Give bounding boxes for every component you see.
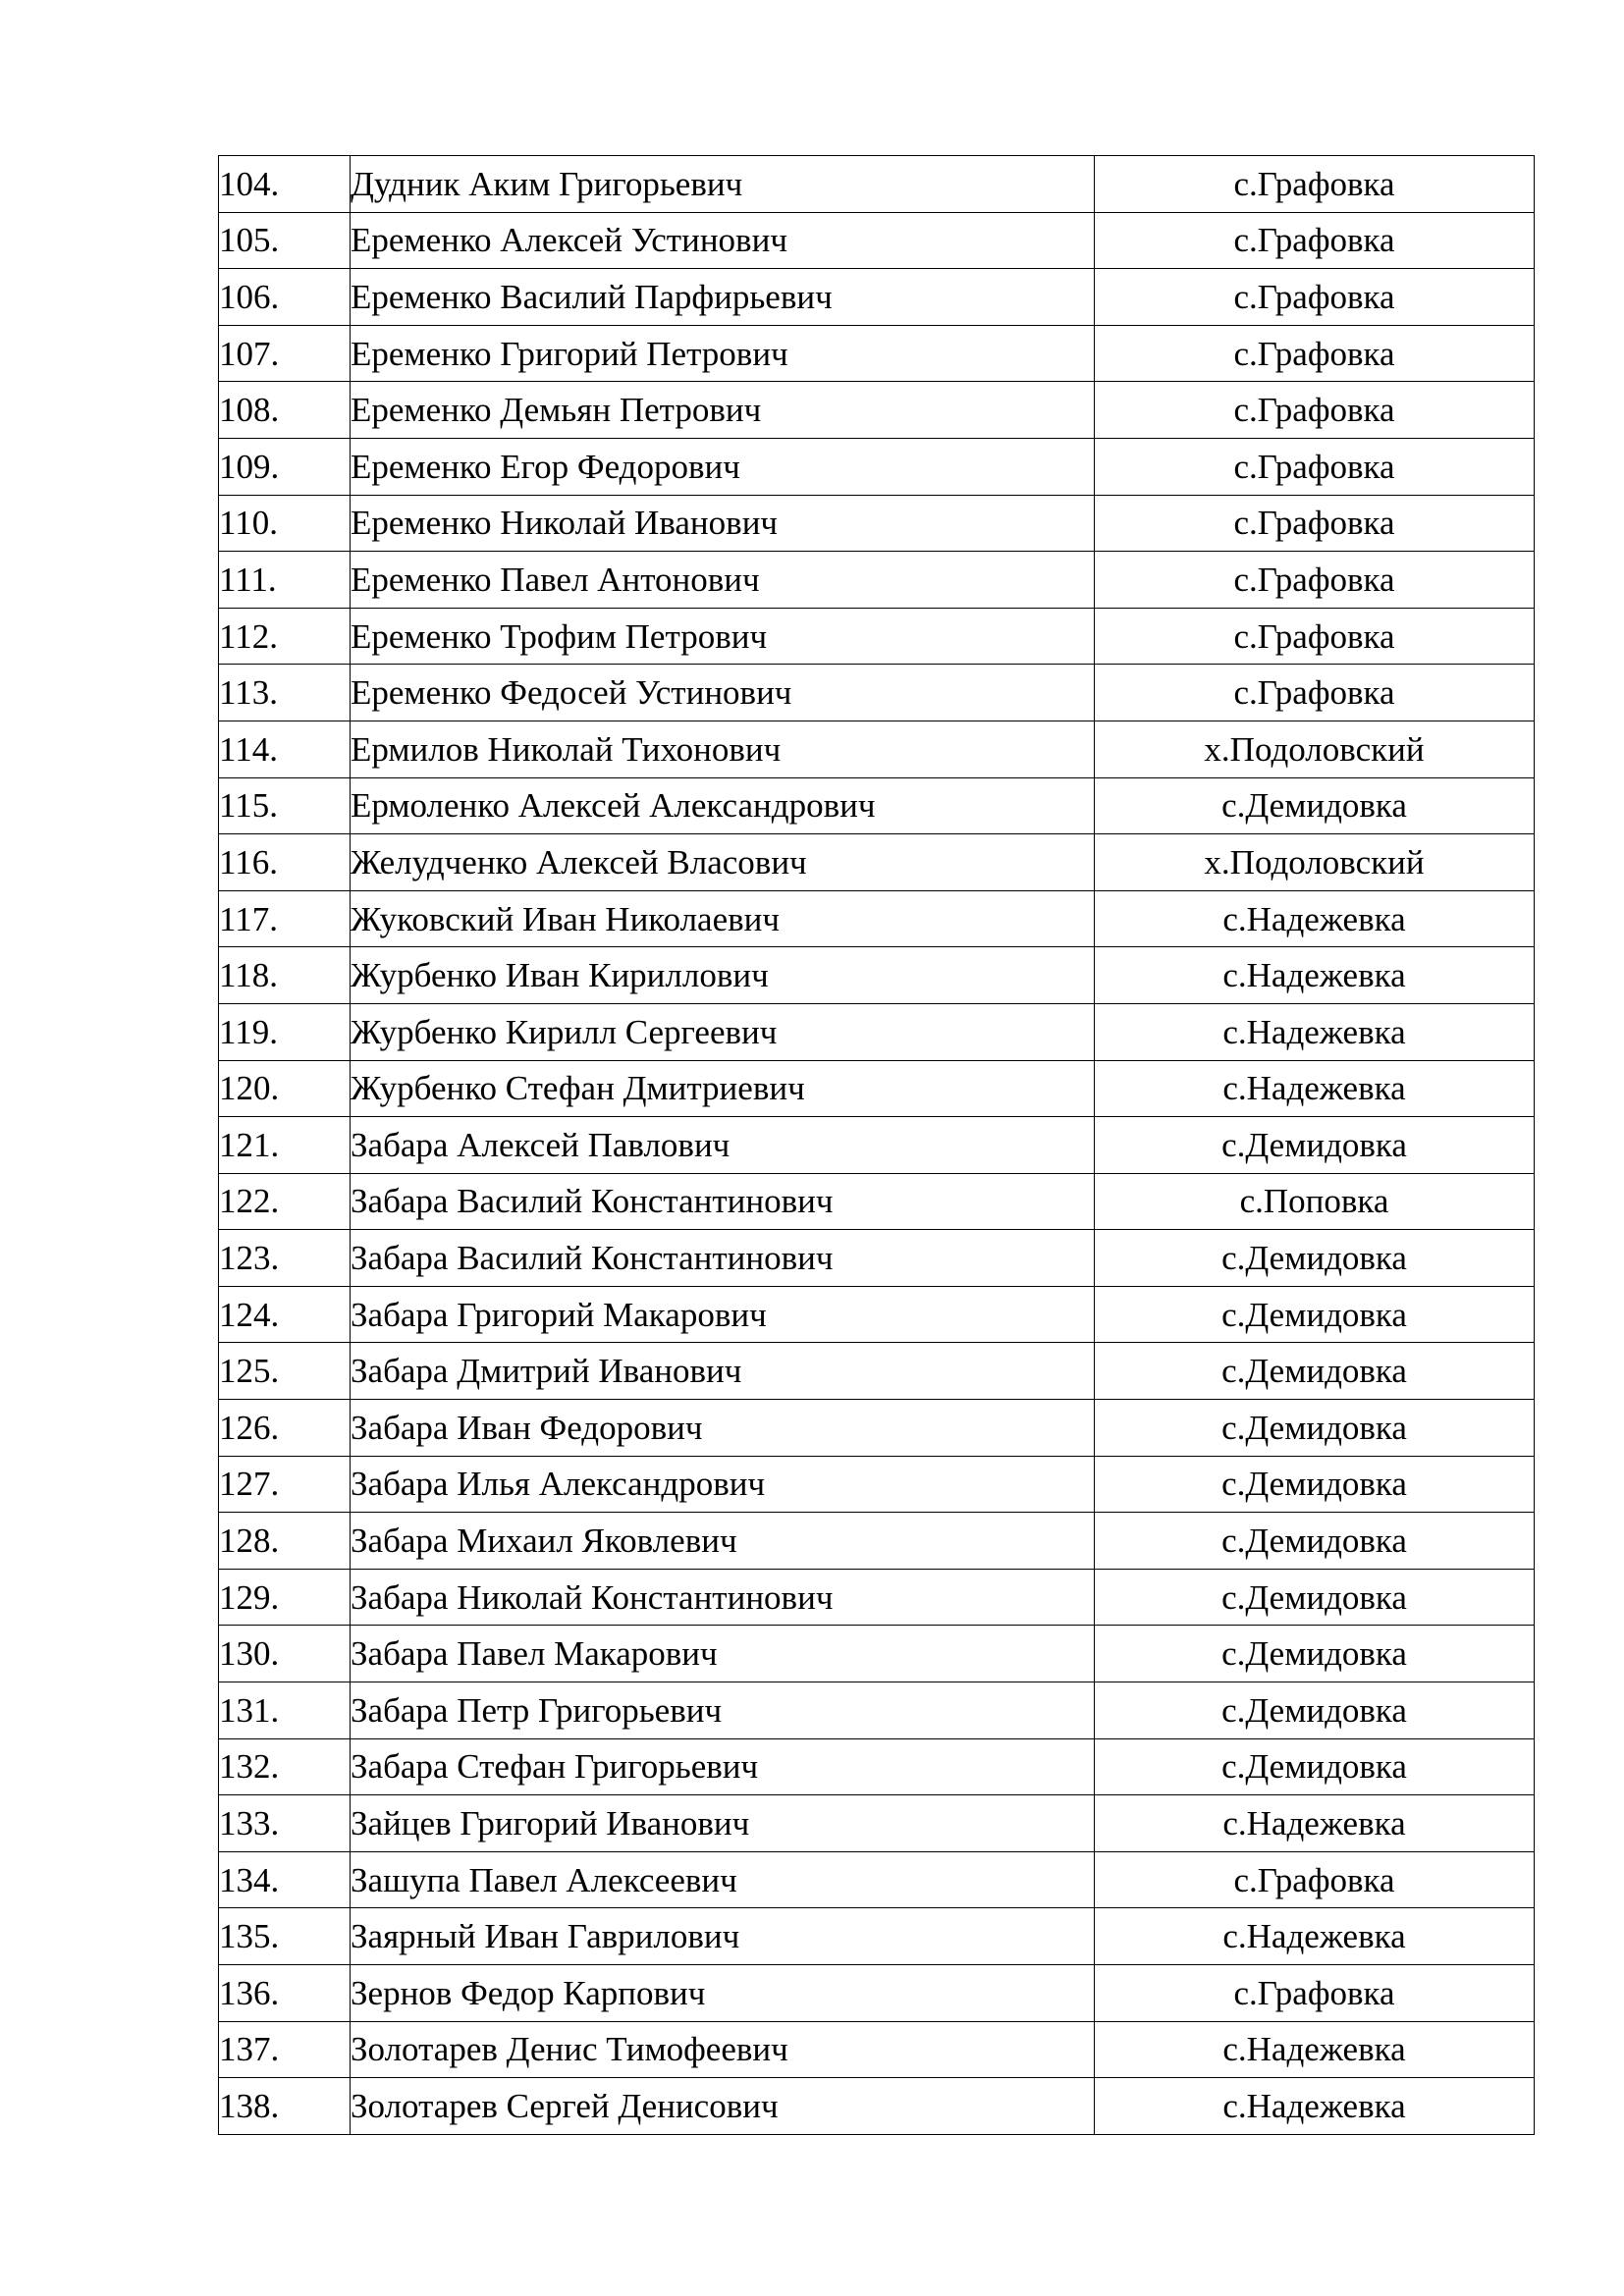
person-name-cell: Зернов Федор Карпович (351, 1965, 1095, 2022)
table-row (219, 438, 1535, 495)
table-row (219, 1230, 1535, 1287)
table-row (219, 1965, 1535, 2022)
table-row (219, 608, 1535, 665)
settlement-cell: с.Надежевка (1095, 1908, 1535, 1965)
person-name-cell: Забара Петр Григорьевич (351, 1682, 1095, 1739)
settlement-cell: с.Графовка (1095, 269, 1535, 326)
row-number-cell: 108. (219, 382, 351, 439)
row-number-cell: 130. (219, 1626, 351, 1682)
table-row (219, 1060, 1535, 1117)
settlement-cell: с.Надежевка (1095, 1003, 1535, 1060)
person-name-cell: Забара Павел Макарович (351, 1626, 1095, 1682)
table-row (219, 1343, 1535, 1400)
person-name-cell: Еременко Трофим Петрович (351, 608, 1095, 665)
person-name-cell: Еременко Федосей Устинович (351, 665, 1095, 721)
settlement-cell: с.Надежевка (1095, 947, 1535, 1004)
row-number-cell: 123. (219, 1230, 351, 1287)
row-number-cell: 114. (219, 721, 351, 777)
person-name-cell: Еременко Демьян Петрович (351, 382, 1095, 439)
person-name-cell: Журбенко Иван Кириллович (351, 947, 1095, 1004)
table-row (219, 156, 1535, 213)
person-name-cell: Еременко Григорий Петрович (351, 325, 1095, 382)
person-name-cell: Дудник Аким Григорьевич (351, 156, 1095, 213)
person-name-cell: Забара Илья Александрович (351, 1456, 1095, 1513)
settlement-cell: с.Демидовка (1095, 1286, 1535, 1343)
row-number-cell: 110. (219, 495, 351, 552)
table-row (219, 834, 1535, 891)
settlement-cell: с.Графовка (1095, 495, 1535, 552)
row-number-cell: 117. (219, 890, 351, 947)
table-row (219, 325, 1535, 382)
table-row (219, 1851, 1535, 1908)
person-name-cell: Ермилов Николай Тихонович (351, 721, 1095, 777)
row-number-cell: 126. (219, 1400, 351, 1457)
row-number-cell: 115. (219, 777, 351, 834)
row-number-cell: 120. (219, 1060, 351, 1117)
person-name-cell: Заярный Иван Гаврилович (351, 1908, 1095, 1965)
person-name-cell: Еременко Егор Федорович (351, 438, 1095, 495)
person-name-cell: Забара Иван Федорович (351, 1400, 1095, 1457)
settlement-cell: с.Надежевка (1095, 1795, 1535, 1852)
row-number-cell: 122. (219, 1173, 351, 1230)
person-name-cell: Еременко Николай Иванович (351, 495, 1095, 552)
settlement-cell: с.Демидовка (1095, 1626, 1535, 1682)
row-number-cell: 113. (219, 665, 351, 721)
row-number-cell: 116. (219, 834, 351, 891)
row-number-cell: 134. (219, 1851, 351, 1908)
settlement-cell: с.Надежевка (1095, 1060, 1535, 1117)
row-number-cell: 129. (219, 1569, 351, 1626)
table-row (219, 2021, 1535, 2078)
table-row (219, 1908, 1535, 1965)
person-name-cell: Еременко Василий Парфирьевич (351, 269, 1095, 326)
person-name-cell: Желудченко Алексей Власович (351, 834, 1095, 891)
person-name-cell: Золотарев Сергей Денисович (351, 2078, 1095, 2135)
settlement-cell: с.Демидовка (1095, 1513, 1535, 1570)
settlement-cell: с.Демидовка (1095, 1400, 1535, 1457)
settlement-cell: с.Графовка (1095, 552, 1535, 609)
settlement-cell: с.Демидовка (1095, 777, 1535, 834)
table-row (219, 2078, 1535, 2135)
row-number-cell: 136. (219, 1965, 351, 2022)
person-name-cell: Забара Николай Константинович (351, 1569, 1095, 1626)
settlement-cell: с.Демидовка (1095, 1569, 1535, 1626)
table-row (219, 1513, 1535, 1570)
person-name-cell: Жуковский Иван Николаевич (351, 890, 1095, 947)
table-row (219, 1569, 1535, 1626)
table-row (219, 1682, 1535, 1739)
settlement-cell: с.Графовка (1095, 608, 1535, 665)
row-number-cell: 138. (219, 2078, 351, 2135)
records-table (218, 155, 1535, 2135)
settlement-cell: с.Графовка (1095, 156, 1535, 213)
person-name-cell: Забара Стефан Григорьевич (351, 1738, 1095, 1795)
person-name-cell: Забара Василий Константинович (351, 1173, 1095, 1230)
table-row (219, 721, 1535, 777)
person-name-cell: Забара Василий Константинович (351, 1230, 1095, 1287)
table-row (219, 947, 1535, 1004)
table-row (219, 665, 1535, 721)
row-number-cell: 104. (219, 156, 351, 213)
person-name-cell: Еременко Алексей Устинович (351, 212, 1095, 269)
settlement-cell: х.Подоловский (1095, 721, 1535, 777)
settlement-cell: с.Демидовка (1095, 1682, 1535, 1739)
table-row (219, 1003, 1535, 1060)
settlement-cell: с.Графовка (1095, 1965, 1535, 2022)
settlement-cell: с.Надежевка (1095, 2021, 1535, 2078)
row-number-cell: 109. (219, 438, 351, 495)
row-number-cell: 105. (219, 212, 351, 269)
table-row (219, 1286, 1535, 1343)
settlement-cell: с.Демидовка (1095, 1738, 1535, 1795)
row-number-cell: 133. (219, 1795, 351, 1852)
table-row (219, 1400, 1535, 1457)
table-row (219, 1173, 1535, 1230)
settlement-cell: с.Графовка (1095, 212, 1535, 269)
person-name-cell: Зашупа Павел Алексеевич (351, 1851, 1095, 1908)
person-name-cell: Журбенко Кирилл Сергеевич (351, 1003, 1095, 1060)
settlement-cell: с.Демидовка (1095, 1230, 1535, 1287)
table-row (219, 1117, 1535, 1174)
row-number-cell: 131. (219, 1682, 351, 1739)
row-number-cell: 119. (219, 1003, 351, 1060)
table-row (219, 777, 1535, 834)
row-number-cell: 135. (219, 1908, 351, 1965)
row-number-cell: 118. (219, 947, 351, 1004)
settlement-cell: с.Надежевка (1095, 890, 1535, 947)
table-row (219, 382, 1535, 439)
row-number-cell: 137. (219, 2021, 351, 2078)
table-row (219, 890, 1535, 947)
row-number-cell: 127. (219, 1456, 351, 1513)
table-row (219, 552, 1535, 609)
settlement-cell: с.Графовка (1095, 325, 1535, 382)
settlement-cell: с.Демидовка (1095, 1117, 1535, 1174)
table-row (219, 495, 1535, 552)
settlement-cell: с.Надежевка (1095, 2078, 1535, 2135)
row-number-cell: 111. (219, 552, 351, 609)
records-table-body (219, 156, 1535, 2135)
row-number-cell: 128. (219, 1513, 351, 1570)
settlement-cell: с.Графовка (1095, 665, 1535, 721)
row-number-cell: 125. (219, 1343, 351, 1400)
person-name-cell: Забара Михаил Яковлевич (351, 1513, 1095, 1570)
person-name-cell: Журбенко Стефан Дмитриевич (351, 1060, 1095, 1117)
table-row (219, 1795, 1535, 1852)
person-name-cell: Ермоленко Алексей Александрович (351, 777, 1095, 834)
person-name-cell: Золотарев Денис Тимофеевич (351, 2021, 1095, 2078)
table-row (219, 1456, 1535, 1513)
settlement-cell: х.Подоловский (1095, 834, 1535, 891)
person-name-cell: Забара Григорий Макарович (351, 1286, 1095, 1343)
settlement-cell: с.Графовка (1095, 438, 1535, 495)
table-row (219, 1738, 1535, 1795)
person-name-cell: Забара Алексей Павлович (351, 1117, 1095, 1174)
settlement-cell: с.Демидовка (1095, 1343, 1535, 1400)
row-number-cell: 121. (219, 1117, 351, 1174)
settlement-cell: с.Графовка (1095, 1851, 1535, 1908)
row-number-cell: 107. (219, 325, 351, 382)
row-number-cell: 112. (219, 608, 351, 665)
row-number-cell: 106. (219, 269, 351, 326)
settlement-cell: с.Демидовка (1095, 1456, 1535, 1513)
person-name-cell: Зайцев Григорий Иванович (351, 1795, 1095, 1852)
table-row (219, 212, 1535, 269)
table-row (219, 269, 1535, 326)
settlement-cell: с.Поповка (1095, 1173, 1535, 1230)
row-number-cell: 124. (219, 1286, 351, 1343)
table-row (219, 1626, 1535, 1682)
person-name-cell: Еременко Павел Антонович (351, 552, 1095, 609)
row-number-cell: 132. (219, 1738, 351, 1795)
settlement-cell: с.Графовка (1095, 382, 1535, 439)
person-name-cell: Забара Дмитрий Иванович (351, 1343, 1095, 1400)
